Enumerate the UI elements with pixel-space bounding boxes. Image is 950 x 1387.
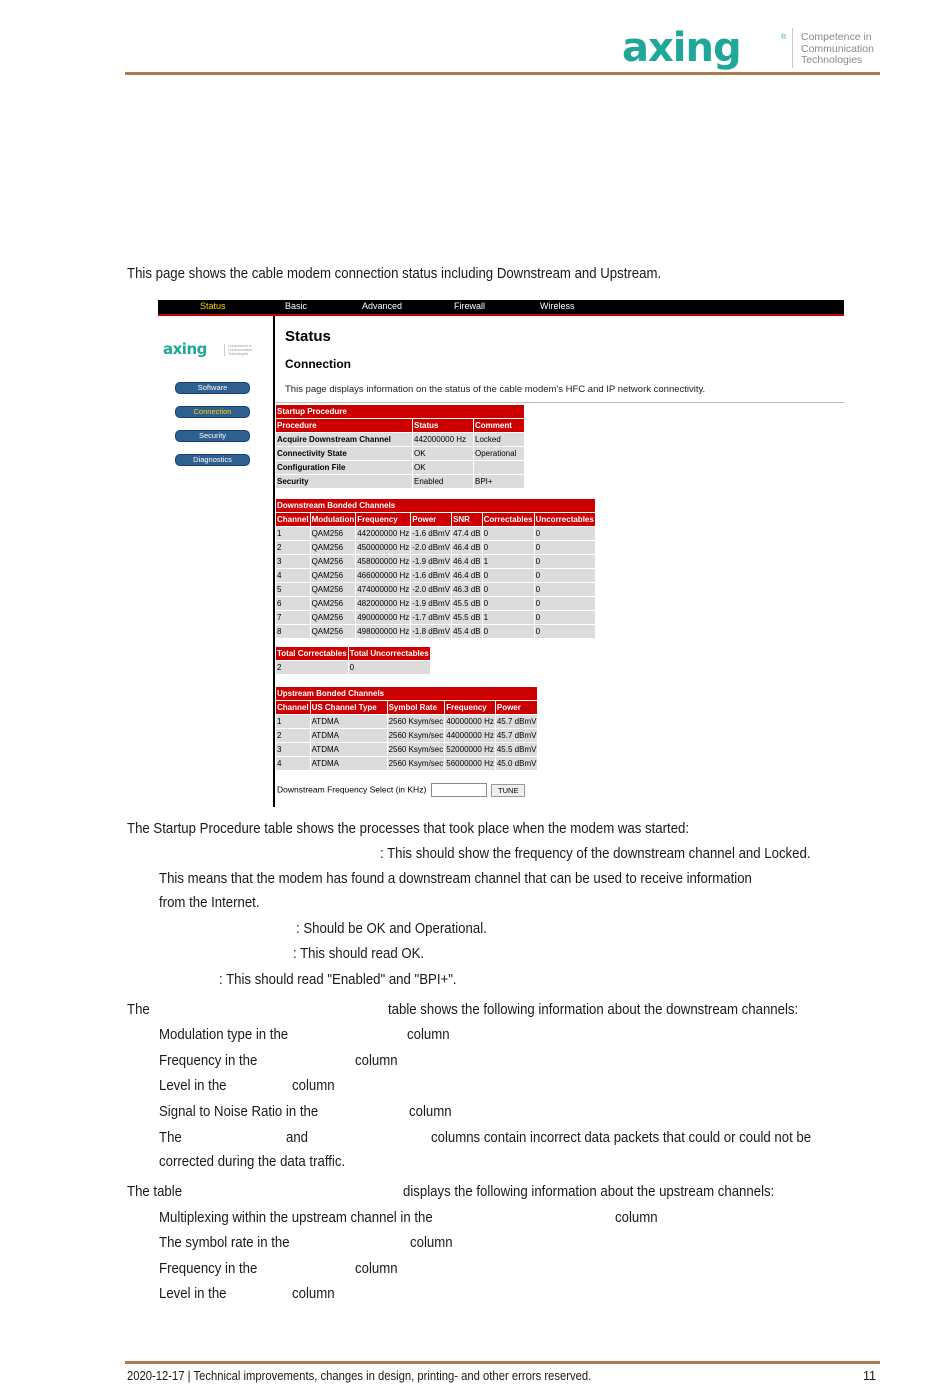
table-cell: ATDMA: [311, 757, 387, 770]
ds-item-frequency-a: Frequency in the: [159, 1052, 258, 1069]
nav-advanced[interactable]: Advanced: [362, 301, 403, 311]
table-cell: 0: [535, 625, 595, 638]
table-row: [276, 541, 595, 554]
table-cell: -1.6 dBmV: [411, 569, 451, 582]
table-cell: 44000000 Hz: [445, 729, 495, 742]
table-cell: 0: [535, 555, 595, 568]
frequency-input[interactable]: [431, 783, 487, 797]
table-cell: 442000000 Hz: [356, 527, 410, 540]
ds-item-corr-c: columns contain incorrect data packets that could or could not be: [431, 1129, 812, 1146]
table-cell: QAM256: [311, 583, 356, 596]
table-cell: 466000000 Hz: [356, 569, 410, 582]
sidebar-diagnostics-button[interactable]: Diagnostics: [175, 454, 250, 466]
registered-mark: ®: [781, 34, 787, 41]
us-item-frequency-a: Frequency in the: [159, 1260, 258, 1277]
table-row: [276, 625, 595, 638]
table-cell: QAM256: [311, 527, 356, 540]
ds-item-snr-a: Signal to Noise Ratio in the: [159, 1103, 319, 1120]
table-row: [276, 597, 595, 610]
table-row: Acquire Downstream Channel 442000000 Hz Locked: [276, 433, 524, 446]
table-cell: 0: [535, 541, 595, 554]
sidebar-software-button[interactable]: Software: [175, 382, 250, 394]
table-cell: -1.6 dBmV: [411, 527, 451, 540]
table-cell: 0: [483, 527, 534, 540]
table-cell: 4: [276, 757, 310, 770]
table-header: Status: [413, 419, 473, 432]
ds-item-corr-d: corrected during the data traffic.: [159, 1153, 346, 1170]
table-row: Security Enabled BPI+: [276, 475, 524, 488]
downstream-intro-a: The: [127, 1001, 150, 1018]
sidebar-security-button[interactable]: Security: [175, 430, 250, 442]
intro-text: This page shows the cable modem connection status including Downstream and Upstream.: [127, 265, 662, 282]
table-cell: 45.7 dBmV: [496, 715, 538, 728]
ds-item-snr-b: column: [409, 1103, 452, 1120]
nav-status[interactable]: Status: [200, 301, 226, 311]
table-cell: 45.7 dBmV: [496, 729, 538, 742]
table-cell: 0: [535, 569, 595, 582]
table-cell: 2560 Ksym/sec: [388, 757, 445, 770]
ds-item-modulation-a: Modulation type in the: [159, 1026, 289, 1043]
table-cell: 0: [535, 583, 595, 596]
table-header: US Channel Type: [311, 701, 387, 714]
tune-button[interactable]: TUNE: [491, 784, 525, 797]
table-cell: 1: [483, 555, 534, 568]
modem-nav-bar: [158, 300, 844, 314]
table-header: Modulation: [311, 513, 356, 526]
us-item-frequency-b: column: [355, 1260, 398, 1277]
table-cell: QAM256: [311, 611, 356, 624]
table-cell: 46.4 dB: [452, 569, 482, 582]
table-cell: 40000000 Hz: [445, 715, 495, 728]
table-row: 2 0: [276, 661, 430, 674]
mini-logo-divider: [224, 344, 225, 356]
table-cell: -2.0 dBmV: [411, 541, 451, 554]
table-header: Power: [411, 513, 451, 526]
ds-item-level-b: column: [292, 1077, 335, 1094]
table-caption: Downstream Bonded Channels: [276, 499, 595, 512]
upstream-bonded-channels-table: [275, 686, 538, 771]
nav-basic[interactable]: Basic: [285, 301, 308, 311]
ds-item-frequency-b: column: [355, 1052, 398, 1069]
table-cell: 4: [276, 569, 310, 582]
us-item-level-b: column: [292, 1285, 335, 1302]
table-cell: 474000000 Hz: [356, 583, 410, 596]
table-cell: 0: [483, 541, 534, 554]
table-header: Channel: [276, 701, 310, 714]
table-cell: 45.5 dB: [452, 611, 482, 624]
table-header: Symbol Rate: [388, 701, 445, 714]
table-cell: 0: [535, 611, 595, 624]
nav-firewall[interactable]: Firewall: [454, 301, 486, 311]
us-item-symbol-b: column: [410, 1234, 453, 1251]
table-row: [276, 757, 537, 770]
downstream-intro-b: table shows the following information about the downstream channels:: [388, 1001, 799, 1018]
table-row: [276, 729, 537, 742]
table-cell: -2.0 dBmV: [411, 583, 451, 596]
mini-axing-logo: axing: [163, 340, 207, 358]
table-cell: 498000000 Hz: [356, 625, 410, 638]
table-row: [276, 743, 537, 756]
startup-procedure-table: [275, 404, 525, 489]
table-header: Procedure: [276, 419, 412, 432]
table-cell: 5: [276, 583, 310, 596]
table-cell: 2560 Ksym/sec: [388, 715, 445, 728]
frequency-select-row: [277, 783, 525, 797]
table-cell: 2560 Ksym/sec: [388, 743, 445, 756]
status-title: Status: [285, 328, 331, 345]
table-cell: 490000000 Hz: [356, 611, 410, 624]
table-header: SNR: [452, 513, 482, 526]
totals-table: [275, 646, 431, 675]
table-cell: ATDMA: [311, 715, 387, 728]
table-row: [276, 611, 595, 624]
header-rule: [125, 72, 880, 75]
axing-logo: axing: [622, 25, 741, 71]
ds-item-corr-a: The: [159, 1129, 182, 1146]
table-cell: 2560 Ksym/sec: [388, 729, 445, 742]
nav-wireless[interactable]: Wireless: [540, 301, 575, 311]
startup-item-connectivity: : Should be OK and Operational.: [296, 920, 487, 937]
table-header: Frequency: [445, 701, 495, 714]
logo-divider: [792, 28, 793, 68]
table-cell: 0: [483, 625, 534, 638]
table-cell: 52000000 Hz: [445, 743, 495, 756]
frequency-select-label: Downstream Frequency Select (in KHz): [277, 784, 427, 795]
ds-item-modulation-b: column: [407, 1026, 450, 1043]
table-cell: 0: [535, 597, 595, 610]
table-cell: ATDMA: [311, 743, 387, 756]
startup-item-config: : This should read OK.: [293, 945, 425, 962]
status-description: This page displays information on the status of the cable modem's HFC and IP network connectivity.: [285, 384, 706, 395]
table-cell: 0: [483, 583, 534, 596]
table-cell: 8: [276, 625, 310, 638]
ds-item-corr-b: and: [286, 1129, 309, 1146]
table-cell: -1.9 dBmV: [411, 555, 451, 568]
table-cell: 1: [483, 611, 534, 624]
table-cell: 45.5 dBmV: [496, 743, 538, 756]
table-cell: 46.4 dB: [452, 555, 482, 568]
table-cell: 3: [276, 743, 310, 756]
table-cell: 458000000 Hz: [356, 555, 410, 568]
table-cell: -1.9 dBmV: [411, 597, 451, 610]
table-cell: 450000000 Hz: [356, 541, 410, 554]
table-cell: 0: [483, 569, 534, 582]
table-cell: 7: [276, 611, 310, 624]
table-cell: 6: [276, 597, 310, 610]
page-number: 11: [863, 1369, 876, 1383]
table-cell: 56000000 Hz: [445, 757, 495, 770]
modem-screenshot: [158, 300, 844, 807]
table-row: [276, 555, 595, 568]
table-caption: Startup Procedure: [276, 405, 524, 418]
table-cell: 45.5 dB: [452, 597, 482, 610]
upstream-intro-a: The table: [127, 1183, 183, 1200]
startup-item-security: : This should read "Enabled" and "BPI+".: [219, 971, 457, 988]
table-cell: 46.4 dB: [452, 541, 482, 554]
ds-item-level-a: Level in the: [159, 1077, 227, 1094]
table-cell: -1.7 dBmV: [411, 611, 451, 624]
footer-rule: [125, 1361, 880, 1364]
table-cell: 45.0 dBmV: [496, 757, 538, 770]
table-header: Uncorrectables: [535, 513, 595, 526]
us-item-multiplex-b: column: [615, 1209, 658, 1226]
table-cell: QAM256: [311, 625, 356, 638]
table-cell: 482000000 Hz: [356, 597, 410, 610]
table-cell: QAM256: [311, 541, 356, 554]
table-row: Configuration File OK: [276, 461, 524, 474]
table-header: Comment: [474, 419, 524, 432]
us-item-multiplex-a: Multiplexing within the upstream channel in the: [159, 1209, 433, 1226]
table-cell: -1.8 dBmV: [411, 625, 451, 638]
sidebar-connection-button[interactable]: Connection: [175, 406, 250, 418]
nav-underline: [158, 314, 844, 316]
table-row: [276, 527, 595, 540]
table-cell: 3: [276, 555, 310, 568]
table-row: Connectivity State OK Operational: [276, 447, 524, 460]
table-row: [276, 583, 595, 596]
startup-item-acquire: : This should show the frequency of the downstream channel and Locked.: [380, 845, 811, 862]
table-cell: 46.3 dB: [452, 583, 482, 596]
table-cell: 45.4 dB: [452, 625, 482, 638]
table-cell: ATDMA: [311, 729, 387, 742]
footer-text: 2020-12-17 | Technical improvements, changes in design, printing- and other errors reserved.: [127, 1369, 592, 1383]
table-row: [276, 569, 595, 582]
table-cell: 2: [276, 541, 310, 554]
table-cell: 1: [276, 527, 310, 540]
description-rule: [275, 402, 844, 403]
table-row: [276, 715, 537, 728]
downstream-bonded-channels-table: [275, 498, 596, 639]
table-header: Correctables: [483, 513, 534, 526]
us-item-symbol-a: The symbol rate in the: [159, 1234, 290, 1251]
startup-item-acquire-cont: This means that the modem has found a downstream channel that can be used to receive information: [159, 870, 752, 887]
table-cell: 1: [276, 715, 310, 728]
mini-logo-tagline: Competence in Communication Technologies: [228, 344, 253, 356]
table-header: Frequency: [356, 513, 410, 526]
table-cell: QAM256: [311, 569, 356, 582]
table-header: Channel: [276, 513, 310, 526]
startup-item-acquire-cont2: from the Internet.: [159, 894, 260, 911]
table-cell: 47.4 dB: [452, 527, 482, 540]
table-cell: 0: [483, 597, 534, 610]
upstream-intro-b: displays the following information about the upstream channels:: [403, 1183, 775, 1200]
table-header: Power: [496, 701, 538, 714]
startup-intro: The Startup Procedure table shows the processes that took place when the modem was started:: [127, 820, 690, 837]
table-header: Total Correctables: [276, 647, 348, 660]
us-item-level-a: Level in the: [159, 1285, 227, 1302]
logo-tagline: Competence in Communication Technologies: [801, 31, 874, 66]
connection-subtitle: Connection: [285, 357, 351, 371]
table-cell: QAM256: [311, 597, 356, 610]
table-cell: 2: [276, 729, 310, 742]
table-cell: 0: [535, 527, 595, 540]
table-header: Total Uncorrectables: [349, 647, 430, 660]
table-caption: Upstream Bonded Channels: [276, 687, 537, 700]
table-cell: QAM256: [311, 555, 356, 568]
